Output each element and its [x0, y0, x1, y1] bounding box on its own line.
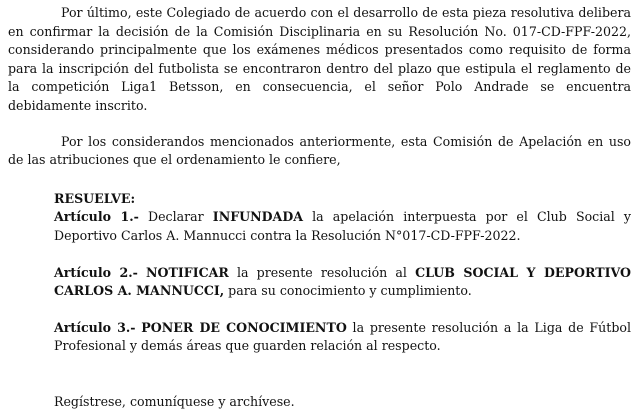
article-2-bold-2: CLUB SOCIAL Y DEPORTIVO CARLOS A. MANNUCCI, [54, 264, 631, 299]
article-2-text-1 [138, 265, 146, 280]
paragraph-conclusion: Por último, este Colegiado de acuerdo con el desarrollo de esta pieza resolutiva delibera en confirmar la decisión de la Comisión Disciplinaria en su Resolución No. 017-CD-FPF-2022, considerando principalmente que los exámenes médicos presentados como requisito de forma para la inscripción del futbolista se encontraron dentro del plazo que estipula el reglamento de la competición Liga1 Betsson, en consecuencia, el señor Polo Andrade se encuentra debidamente inscrito. [8, 5, 631, 113]
closing-formula: Regístrese, comuníquese y archívese. [54, 393, 295, 409]
article-1-bold-1: INFUNDADA [212, 209, 304, 225]
article-2-text-3: para su conocimiento y cumplimiento. [224, 283, 472, 299]
article-1 [54, 208, 631, 245]
article-3-heading: Artículo 3.- [54, 319, 136, 335]
article-3-text-2: la presente resolución a la Liga de Fútbol Profesional y demás áreas que guarden relación al respecto. [54, 319, 631, 354]
article-1-text-2: la apelación interpuesta por el Club Social y Deportivo Carlos A. Mannucci contra la Resolución N°017-CD-FPF-2022. [54, 209, 631, 243]
article-2-text-2: la presente resolución al [228, 264, 416, 280]
article-3 [54, 319, 631, 356]
article-3-bold-1: PONER DE CONOCIMIENTO [141, 319, 347, 335]
article-2-heading: Artículo 2.- [54, 264, 138, 280]
article-1-heading: Artículo 1.- [54, 209, 139, 225]
article-1-text-1: Declarar [138, 209, 213, 225]
resolve-title: RESUELVE: [54, 190, 136, 206]
article-2-bold-1: NOTIFICAR [146, 264, 229, 280]
resolution-block [54, 190, 631, 356]
paragraph-considerations: Por los considerandos mencionados anteriormente, esta Comisión de Apelación en uso de las atribuciones que el ordenamiento le confiere, [8, 133, 631, 168]
article-2 [54, 264, 631, 301]
